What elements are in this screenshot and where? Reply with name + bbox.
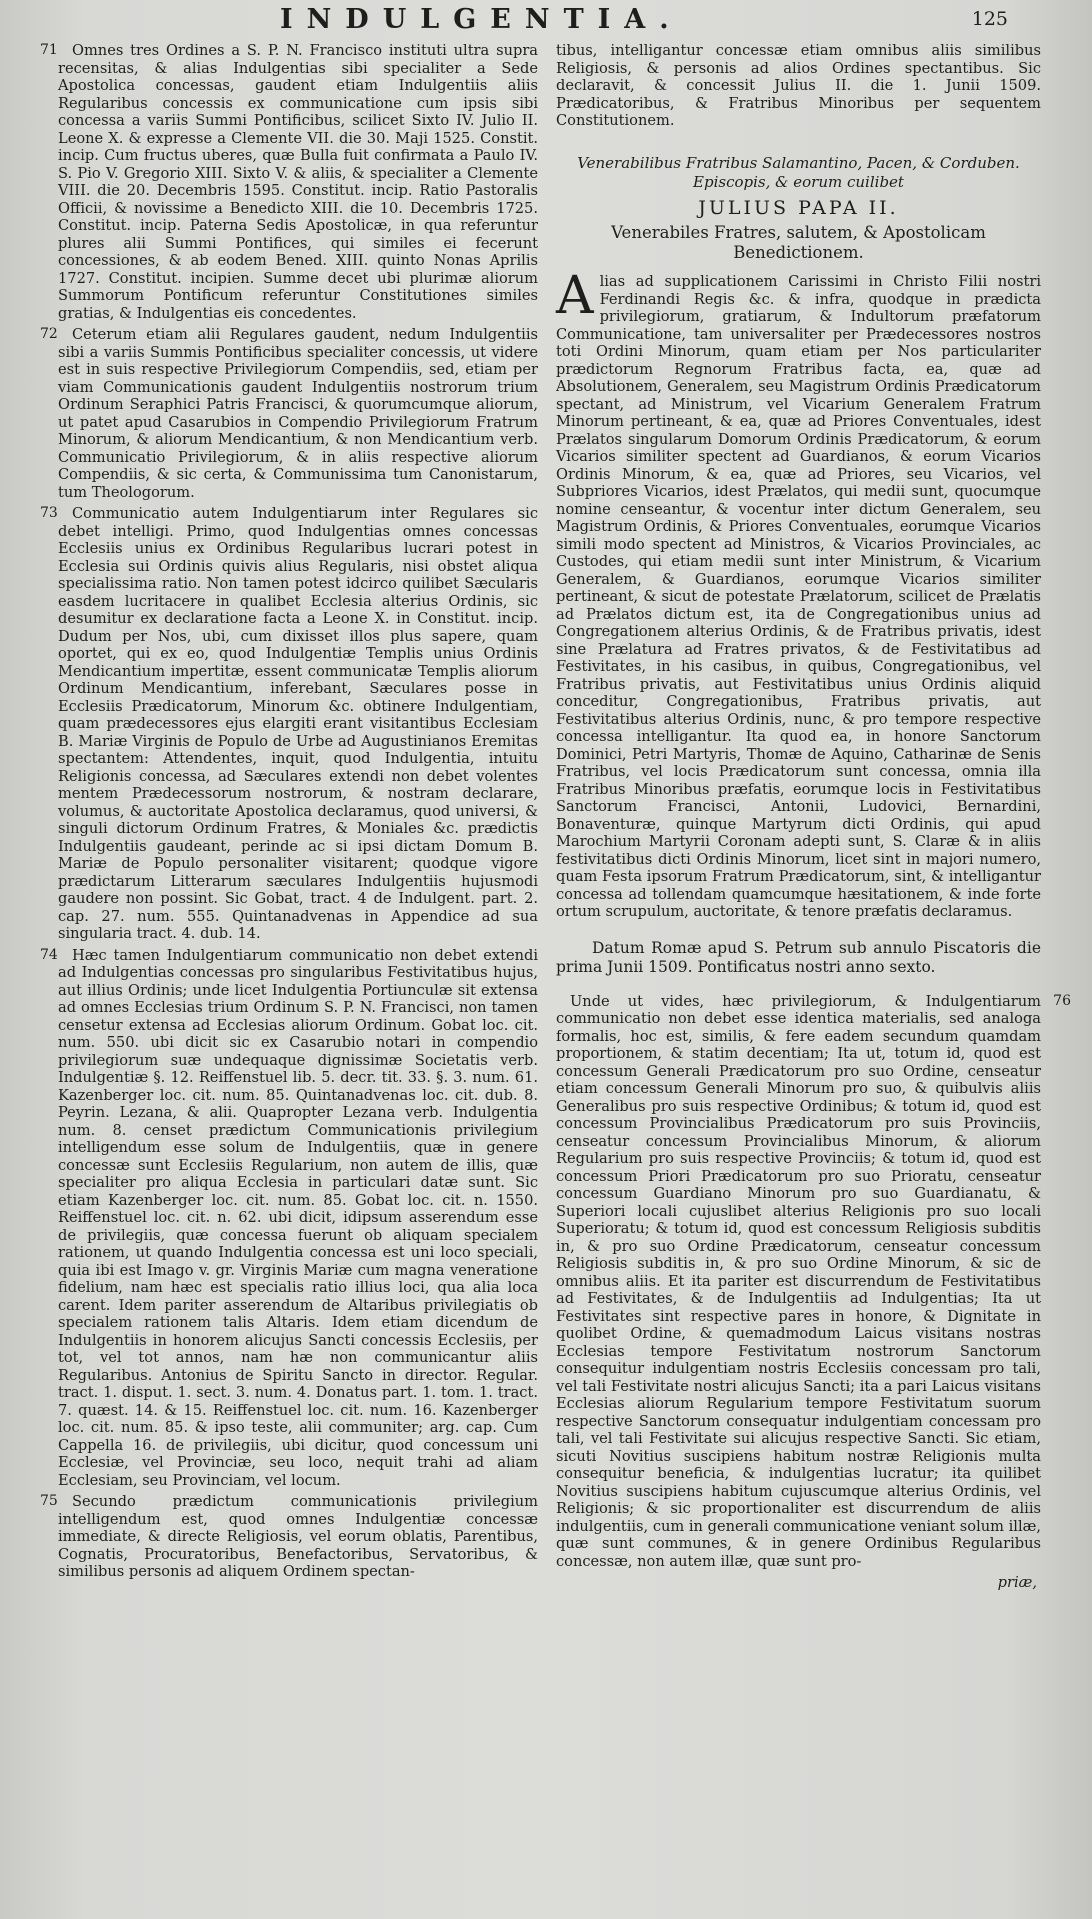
paragraph-number: 72	[40, 326, 58, 342]
page-number: 125	[971, 8, 1008, 30]
paragraph-number: 76	[1053, 992, 1071, 1009]
paragraph-text: Communicatio autem Indulgentiarum inter Regulares sic debet intelligi. Primo, quod Indulgentias omnes concessas Ecclesiis unius ex Ordinibus Regularibus lucrari potest in Ecclesia sui Ordinis quivis alius Regularis, nisi obstet aliqua specialissima ratio. Non tamen potest idcirco quilibet Sæcularis easdem lucritacere in qualibet Ecclesia alterius Ordinis, sic desumitur ex declaratione facta a Leone X. in Constitut. incip. Dudum per Nos, ubi, cum dixisset illos plus sapere, quam oportet, qui ex eo, quod Indulgentiæ Templis unius Ordinis Mendicantium impertitæ, essent communicatæ Templis aliorum Ordinum Mendicantium, inferebant, Sæculares posse in Ecclesiis Prædicatorum, Minorum &c. obtinere Indulgentiam, quam prædecessores ejus elargiti erant visitantibus Ecclesiam B. Mariæ Virginis de Populo de Urbe ad Augustinianos Eremitas spectantem: Attendentes, inquit, quod Indulgentia, intuitu Religionis concessa, ad Sæculares extendi non debet volentes mentem Prædecessorum nostrorum, & nostram declarare, volumus, & auctoritate Apostolica declaramus, quod universi, & singuli dictorum Ordinum Fratres, & Moniales &c. prædictis Indulgentiis gaudeant, perinde ac si ipsi dictam Domum B. Mariæ de Populo personaliter visitarent; quodque vigore prædictarum Litterarum sæculares Indulgentiis hujusmodi gaudere non possint. Sic Gobat, tract. 4 de Indulgent. part. 2. cap. 27. num. 555. Quintanadvenas in Appendice ad sua singularia tract. 4. dub. 14.	[58, 505, 538, 942]
paragraph-72	[40, 326, 538, 501]
paragraph-71	[40, 42, 538, 322]
bull-body: lias ad supplicationem Carissimi in Christo Filii nostri Ferdinandi Regis &c. & infra, quodque in prædicta privilegiorum, gratiarum, & Indultorum præfatorum Communicatione, tam universaliter per Prædecessores nostros toti Ordini Minorum, quam etiam per Nos particulariter prædictorum Regnorum Fratribus facta, ea, quæ ad Absolutionem, Generalem, seu Magistrum Ordinis Prædicatorum spectant, ad Ministrum, vel Vicarium Generalem Fratrum Minorum pertineant, & ea, quæ ad Priores Conventuales, idest Prælatos singularum Domorum Ordinis Prædicatorum, & eorum Vicarios similiter spectent ad Guardianos, & eorum Vicarios Ordinis Minorum, & ea, quæ ad Priores, seu Vicarios, vel Subpriores Vicarios, idest Prælatos, qui medii sunt, quocumque nomine censeantur, & vocentur inter dictum Generalem, seu Magistrum Ordinis, & Priores Conventuales, eorumque Vicarios simili modo spectent ad Ministros, & Vicarios Provinciales, ac Custodes, qui etiam medii sunt inter Ministrum, & Vicarium Generalem, & Guardianos, eorumque Vicarios similiter pertineant, & sicut de potestate Prælatorum, scilicet de Prælatis ad Prælatos dictum est, ita de Congregationibus unius ad Congregationem alterius Ordinis, & de Fratribus privatis, idest sine Prælatura ad Fratres privatos, & de Festivitatibus ad Festivitates, in his casibus, in quibus, Congregationibus, vel Fratribus privatis, aut Festivitatibus unius Ordinis aliquid conceditur, Congregationibus, Fratribus privatis, aut Festivitatibus alterius Ordinis, nunc, & pro tempore respective concessa intelligantur. Ita quod ea, in honore Sanctorum Dominici, Petri Martyris, Thomæ de Aquino, Catharinæ de Senis Fratribus, vel locis Prædicatorum sunt concessa, omnia illa Fratribus Minoribus præfatis, eorumque locis in Festivitatibus Sanctorum Francisci, Antonii, Ludovici, Bernardini, Bonaventuræ, quinque Martyrum dicti Ordinis, qui apud Marochium Martyrii Coronam adepti sunt, S. Claræ & in aliis festivitatibus dicti Ordinis Minorum, licet sint in majori numero, quam Festa ipsorum Fratrum Prædicatorum, sint, & intelligantur concessa ad tollendam quamcumque hæsitationem, & inde forte ortum scrupulum, auctoritate, & tenore præfatis declaramus.	[556, 273, 1041, 920]
paragraph-75	[40, 1493, 538, 1581]
paragraph-number: 75	[40, 1493, 58, 1509]
paragraph-text: Omnes tres Ordines a S. P. N. Francisco instituti ultra supra recensitas, & alias Indulgentias sibi specialiter a Sede Apostolica concessas, gaudent etiam Indulgentiis aliis Regularibus concessis ex communicatione cum ipsis sibi concessa a variis Summi Pontificibus, scilicet Sixto IV. Julio II. Leone X. & expresse a Clemente VII. die 30. Maji 1525. Constit. incip. Cum fructus uberes, quæ Bulla fuit confirmata a Paulo IV. S. Pio V. Gregorio XIII. Sixto V. & aliis, & specialiter a Clemente VIII. die 20. Decembris 1595. Constitut. incip. Ratio Pastoralis Officii, & novissime a Benedicto XIII. die 10. Decembris 1725. Constitut. incip. Paterna Sedis Apostolicæ, in qua referuntur plures alii Summi Pontifices, qui similes ei fecerunt concessiones, & ab eodem Bened. XIII. quinto Nonas Aprilis 1727. Constitut. incipien. Summe decet ubi plurimæ aliorum Summorum Pontificum referuntur Constitutiones similes gratias, & Indulgentias eis concedentes.	[58, 42, 538, 322]
bull-address: Venerabilibus Fratribus Salamantino, Pacen, & Corduben. Episcopis, & eorum cuilibet	[577, 153, 1020, 191]
continuation-paragraph: tibus, intelligantur concessæ etiam omnibus aliis similibus Religiosis, & personis ad alios Ordines spectantibus. Sic declaravit, & concessit Julius II. die 1. Junii 1509. Prædicatoribus, & Fratribus Minoribus per sequentem Constitutionem.	[556, 42, 1041, 129]
paragraph-74	[40, 946, 538, 1490]
pope-heading: JULIUS PAPA II.	[698, 196, 899, 219]
left-column	[40, 42, 538, 1585]
datum-line: Datum Romæ apud S. Petrum sub annulo Piscatoris die prima Junii 1509. Pontificatus nostri anno sexto.	[556, 938, 1041, 976]
bull-text	[556, 266, 1041, 921]
paragraph-text: Hæc tamen Indulgentiarum communicatio non debet extendi ad Indulgentias concessas pro singularibus Festivitatibus hujus, aut illius Ordinis; unde licet Indulgentia Portiunculæ sit extensa ad omnes Ecclesias trium Ordinum S. P. N. Francisci, non tamen censetur extensa ad Ecclesias aliorum Ordinum. Gobat loc. cit. num. 550. ubi dicit sic ex Casarubio notari in compendio privilegiorum suæ undequaque dignissimæ Societatis verb. Indulgentiæ §. 12. Reiffenstuel lib. 5. decr. tit. 33. §. 3. num. 61. Kazenberger loc. cit. num. 85. Quintanadvenas loc. cit. dub. 8. Peyrin. Lezana, & alii. Quapropter Lezana verb. Indulgentia num. 8. censet prædictum Communicationis privilegium intelligendum esse solum de Indulgentiis, quæ in genere concessæ sunt Ecclesiis Regularium, non autem de illis, quæ specialiter pro aliqua Ecclesia in particulari datæ sunt. Sic etiam Kazenberger loc. cit. num. 85. Gobat loc. cit. n. 1550. Reiffenstuel loc. cit. n. 62. ubi dicit, idipsum asserendum esse de privilegiis, quæ concessa fuerunt ob aliquam specialem rationem, ut quando Indulgentia concessa est uni loco speciali, quia ibi est Imago v. gr. Virginis Mariæ cum magna veneratione fidelium, nam hæc est specialis ratio illius loci, qua alia loca carent. Idem pariter asserendum de Altaribus privilegiatis ob specialem rationem talis Altaris. Idem etiam dicendum de Indulgentiis in honorem alicujus Sancti concessis Ecclesiis, per tot, vel tot annos, nam hæ non communicantur aliis Regularibus. Antonius de Spiritu Sancto in director. Regular. tract. 1. disput. 1. sect. 3. num. 4. Donatus part. 1. tom. 1. tract. 7. quæst. 14. & 15. Reiffenstuel loc. cit. num. 16. Kazenberger loc. cit. num. 85. & ipso teste, alii communiter; arg. cap. Cum Cappella 16. de privilegiis, ubi dicitur, quod concessum uni Ecclesiæ, vel Provinciæ, seu loco, nequit trahi ad aliam Ecclesiam, seu Provinciam, vel locum.	[58, 946, 538, 1489]
catchword: priæ,	[997, 1574, 1037, 1591]
right-column	[556, 42, 1071, 1592]
paragraph-text: Secundo prædictum communicationis privilegium intelligendum est, quod omnes Indulgentiæ concessæ immediate, & directe Religiosis, vel eorum oblatis, Parentibus, Cognatis, Procuratoribus, Benefactoribus, Servatoribus, & similibus personis ad aliquem Ordinem spectan-	[58, 1493, 538, 1580]
salutation: Venerabiles Fratres, salutem, & Apostolicam Benedictionem.	[611, 223, 986, 262]
page-header	[0, 4, 1092, 38]
running-title: INDULGENTIA.	[280, 4, 683, 35]
paragraph-number: 73	[40, 505, 58, 521]
paragraph-number: 71	[40, 42, 58, 58]
drop-capital: A	[556, 266, 594, 326]
paragraph-number: 74	[40, 946, 58, 963]
paragraph-76	[556, 992, 1071, 1571]
paragraph-text: Ceterum etiam alii Regulares gaudent, nedum Indulgentiis sibi a variis Summis Pontificibus specialiter concessis, ut videre est in suis respective Privilegiorum Compendiis, sed, etiam per viam Communicationis gaudent Indulgentiis nostrorum trium Ordinum Seraphici Patris Francisci, & quorumcumque aliorum, ut patet apud Casarubios in Compendio Privilegiorum Fratrum Minorum, & aliorum Mendicantium, & non Mendicantium verb. Communicatio Privilegiorum, & in aliis respective aliorum Compendiis, & sic certa, & Communissima tum Canonistarum, tum Theologorum.	[58, 326, 538, 501]
paragraph-73	[40, 505, 538, 943]
paragraph-text: Unde ut vides, hæc privilegiorum, & Indulgentiarum communicatio non debet esse identica materialis, sed analoga formalis, hoc est, similis, & fere eadem secundum quamdam proportionem, & statim decentiam; Ita ut, totum id, quod est concessum Generali Prædicatorum pro suo Ordine, censeatur etiam concessum Generali Minorum pro suo, & quibulvis aliis Generalibus pro suis respective Ordinibus; & totum id, quod est concessum Provincialibus Prædicatorum pro suis Provinciis, censeatur concessum Provincialibus Minorum, & aliorum Regularium pro suis respective Provinciis; & totum id, quod est concessum Priori Prædicatorum pro suo Prioratu, censeatur concessum Guardiano Minorum pro suo Guardianatu, & Superiori locali cujuslibet alterius Religionis pro suo locali Superioratu; & totum id, quod est concessum Religiosis subditis in, & pro suo Ordine Prædicatorum, censeatur concessum Religiosis subditis in, & pro suo Ordine Minorum, & sic de omnibus aliis. Et ita pariter est discurrendum de Festivitatibus ad Festivitates, & de Indulgentiis ad Indulgentias; Ita ut Festivitates sint respective pares in honore, & Dignitate in quolibet Ordine, & quemadmodum Laicus visitans nostras Ecclesias tempore Festivitatum nostrorum Sanctorum consequitur indulgentiam nostris Ecclesiis concessam pro tali, vel tali Festivitate nostri alicujus Sancti; ita a pari Laicus visitans Ecclesias aliorum Regularium tempore Festivitatum suorum respective Sanctorum consequatur indulgentiam concessam pro tali, vel tali Festivitate sui alicujus respective Sancti. Sic etiam, sicuti Novitius suscipiens habitum nostræ Religionis multa consequitur beneficia, & indulgentias lucratur; ita quilibet Novitius suscipiens habitum cujuscumque alterius Ordinis, vel Religionis; & sic proportionaliter est discurrendum de aliis indulgentiis, cum in generali communicatione veniant solum illæ, quæ sunt communes, & in genere Ordinibus Regularibus concessæ, non autem illæ, quæ sunt pro-	[556, 992, 1041, 1570]
